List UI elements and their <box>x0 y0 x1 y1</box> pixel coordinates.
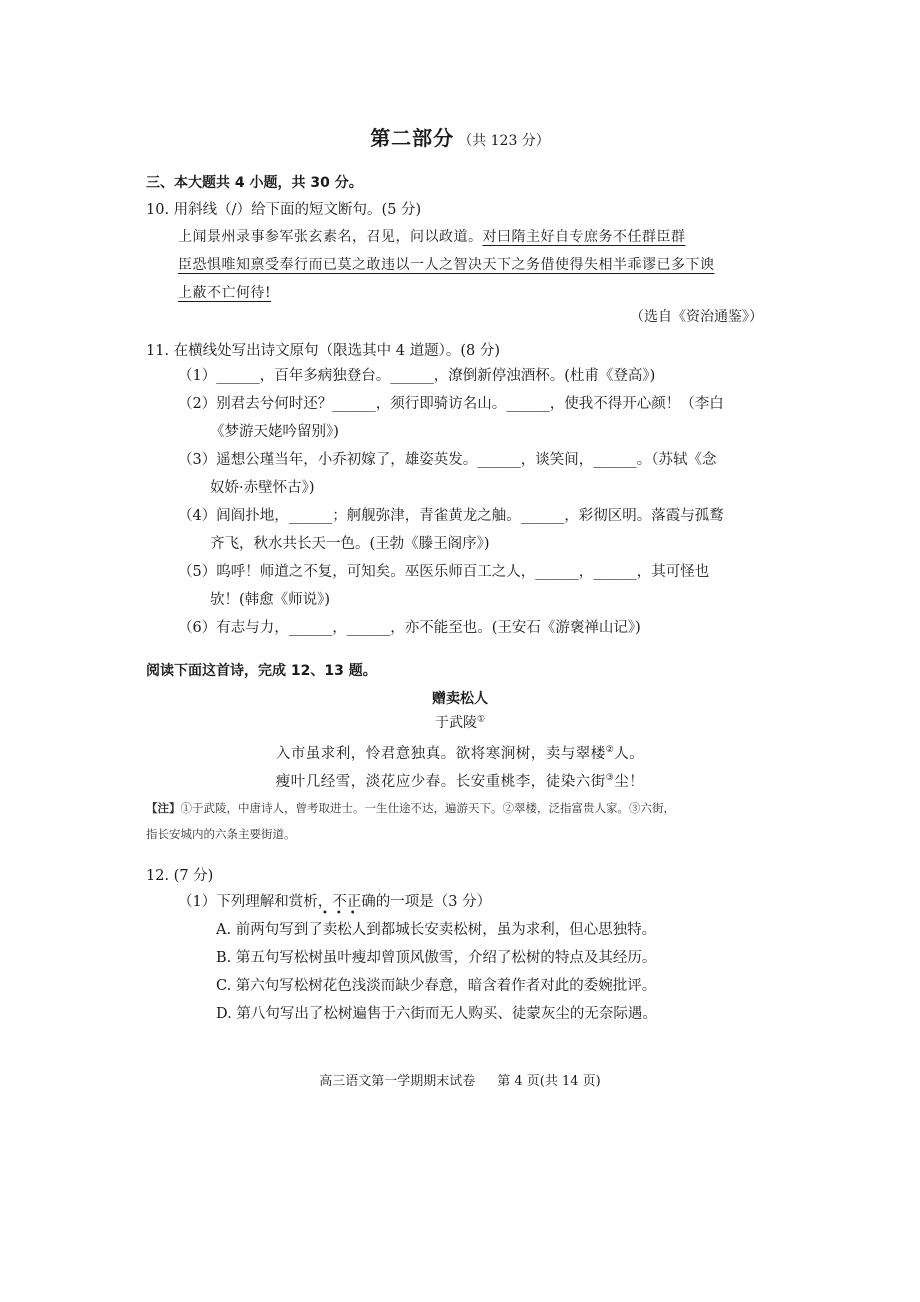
page-footer <box>0 1070 920 1089</box>
q12-option-b: B. 第五句写松树虽叶瘦却曾顶风傲雪，介绍了松树的特点及其经历。 <box>216 950 657 966</box>
poem-author <box>0 712 920 732</box>
q12-option-d: D. 第八句写出了松树遍售于六街而无人购买、徒蒙灰尘的无奈际遇。 <box>216 1006 657 1022</box>
poem-text: 人。 <box>614 746 645 762</box>
q10-passage-underlined: 对曰隋主好自专庶务不任群臣群 <box>482 229 686 245</box>
q12-sub1-text: 的一项是（3 分） <box>375 894 492 910</box>
q10-passage-line3: 上蔽不亡何待! <box>178 285 272 301</box>
footnote-mark: ① <box>476 714 486 725</box>
poem-author-name: 于武陵 <box>434 715 477 731</box>
emphasis-dots: ••• <box>322 908 364 919</box>
poem-text: 入市虽求利，怜君意独真。欲将寒涧树，卖与翠楼 <box>275 746 606 762</box>
q10-source: （选自《资治通鉴》） <box>630 309 763 325</box>
q10-passage-line2: 臣恐惧唯知禀受奉行而已莫之敢违以一人之智决天下之务借使得失相半乖谬已多下谀 <box>178 257 715 273</box>
q11-item: （5）呜呼！师道之不复，可知矣。巫医乐师百工之人，______，______，其可怪也 <box>178 564 710 580</box>
title-score: （共 123 分） <box>458 133 550 149</box>
note-text: ①于武陵，中唐诗人，曾考取进士。一生仕途不达，遍游天下。②翠楼，泛指富贵人家。③六街， <box>180 801 675 815</box>
footnote-mark: ② <box>605 745 615 756</box>
poem-line-1 <box>0 742 920 763</box>
footer-page: 第 4 页(共 14 页) <box>497 1074 601 1089</box>
footnote-mark: ③ <box>605 773 615 784</box>
q10-stem: 10. 用斜线（/）给下面的短文断句。(5 分) <box>146 202 422 218</box>
reading-instruction: 阅读下面这首诗，完成 12、13 题。 <box>146 663 377 679</box>
poem-line-2 <box>0 770 920 791</box>
poem-title: 赠卖松人 <box>432 691 488 707</box>
q10-passage-line1 <box>178 226 686 246</box>
q11-item-cont: 齐飞，秋水共长天一色。(王勃《滕王阁序》) <box>210 536 490 552</box>
title-main: 第二部分 <box>370 126 455 150</box>
q11-item: （2）别君去兮何时还？______，须行即骑访名山。______，使我不得开心颜！（李白 <box>178 396 724 412</box>
q12-option-c: C. 第六句写松树花色浅淡而缺少春意，暗含着作者对此的委婉批评。 <box>216 978 657 994</box>
q10-passage-lead: 上闻景州录事参军张玄素名，召见，问以政道。 <box>178 229 483 245</box>
poem-text: 尘！ <box>614 774 645 790</box>
q11-stem: 11. 在横线处写出诗文原句（限选其中 4 道题）。(8 分) <box>146 343 501 359</box>
q11-item: （1）______，百年多病独登台。______，潦倒新停浊酒杯。(杜甫《登高》) <box>178 368 656 384</box>
page-title <box>0 122 920 151</box>
q11-item-cont: 奴娇·赤壁怀古》) <box>210 480 315 496</box>
poem-note-line2: 指长安城内的六条主要街道。 <box>146 827 296 841</box>
q11-item-cont: 《梦游天姥吟留别》) <box>210 424 339 440</box>
q11-item-cont: 欤！(韩愈《师说》) <box>210 592 331 608</box>
poem-note-line1 <box>146 800 675 816</box>
section-heading: 三、本大题共 4 小题，共 30 分。 <box>146 175 363 191</box>
q12-sub1-text: （1）下列理解和赏析， <box>178 894 333 910</box>
note-label: 【注】 <box>146 801 181 815</box>
q12-option-a: A. 前两句写到了卖松人到都城长安卖松树，虽为求利，但心思独特。 <box>216 922 657 938</box>
q11-item: （3）遥想公瑾当年，小乔初嫁了，雄姿英发。______，谈笑间，______。（苏轼《念 <box>178 452 717 468</box>
footer-exam: 高三语文第一学期期末试卷 <box>319 1074 476 1089</box>
q11-item: （6）有志与力，______，______，亦不能至也。(王安石《游褒禅山记》) <box>178 620 641 636</box>
q12-emphasis: 不正确 <box>332 894 376 910</box>
poem-text: 瘦叶几经雪，淡花应少春。长安重桃李，徒染六街 <box>275 774 606 790</box>
q12-stem: 12. (7 分) <box>146 868 214 884</box>
q11-item: （4）闾阎扑地，______；舸舰弥津，青雀黄龙之舳。______，彩彻区明。落霞与孤鹜 <box>178 508 724 524</box>
